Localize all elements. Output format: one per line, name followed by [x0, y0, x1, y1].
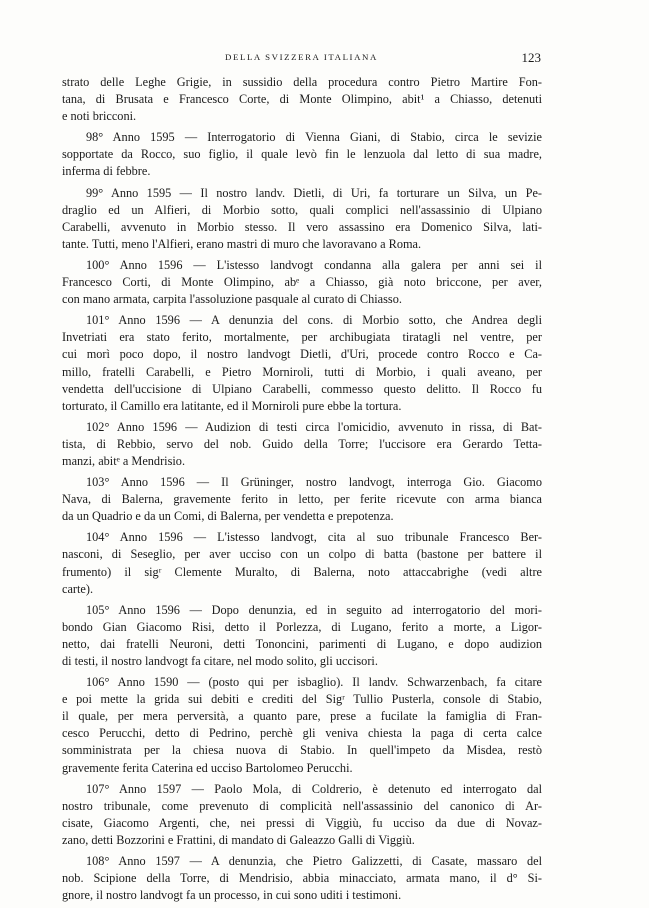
text-line: tana, di Brusata e Francesco Corte, di Monte Olimpino, abit¹ a Chiasso, detenuti: [62, 92, 542, 107]
text-line: 102° Anno 1596 — Audizion di testi circa l'omicidio, avvenuto in rissa, di Bat-: [86, 419, 542, 434]
text-line: Nava, di Balerna, gravemente ferito in letto, per ferite ricevute con arma bianca: [62, 492, 542, 507]
text-line: Carabelli, avvenuto in Morbio stesso. Il vero assassino era Domenico Silva, lati-: [62, 219, 542, 234]
page-number: 123: [521, 50, 541, 65]
text-line: tante. Tutti, meno l'Alfieri, erano mastri di muro che lavoravano a Roma.: [62, 236, 422, 251]
text-line: bondo Gian Giacomo Risi, detto il Porlezza, di Lugano, ferito a morte, a Ligor-: [62, 619, 542, 634]
text-line: 107° Anno 1597 — Paolo Mola, di Coldrerio, è detenuto ed interrogato dal: [86, 781, 542, 796]
text-line: Francesco Corti, di Monte Olimpino, abᵉ a Chiasso, già noto briccone, per aver,: [62, 275, 542, 290]
entry-paragraph: [62, 602, 542, 670]
text-line: il quale, per mera perversità, a quanto pare, prese a fucilate la famiglia di Fran-: [62, 709, 542, 724]
text-line: 98° Anno 1595 — Interrogatorio di Vienna Giani, di Stabio, circa le sevizie: [86, 130, 542, 145]
text-line: carte).: [62, 581, 94, 596]
entry-paragraph: [62, 257, 542, 308]
text-line: e poi mette la grida sui debiti e crediti del Sigʳ Tullio Pusterla, console di Stabio,: [62, 692, 542, 707]
text-line: torturato, il Camillo era latitante, ed il Morniroli pure ebbe la tortura.: [62, 398, 402, 413]
text-line: e noti bricconi.: [62, 109, 137, 124]
running-header: [62, 50, 541, 68]
text-line: 106° Anno 1590 — (posto qui per isbaglio). Il landv. Schwarzenbach, fa citare: [86, 675, 542, 690]
entry-paragraph: [62, 674, 542, 777]
entry-paragraph: [62, 781, 542, 849]
text-line: cui morì poco dopo, il nostro landvogt Dietli, d'Uri, procede contro Rocco e Ca-: [62, 347, 542, 362]
text-line: con mano armata, carpita l'assoluzione pasquale al curato di Chiasso.: [62, 292, 402, 307]
text-line: 100° Anno 1596 — L'istesso landvogt condanna alla galera per anni sei il: [86, 257, 542, 272]
entry-paragraph: [62, 74, 542, 125]
text-line: 105° Anno 1596 — Dopo denunzia, ed in seguito ad interrogatorio del mori-: [86, 602, 542, 617]
text-line: tista, di Rebbio, servo del nob. Guido della Torre; l'uccisore era Gerardo Tetta-: [62, 436, 542, 451]
text-line: Invetriati era stato ferito, mortalmente, per archibugiata tiratagli nel ventre, per: [62, 330, 542, 345]
text-line: somministrata per la chiesa nuova di Stabio. In quell'impeto da Misdea, restò: [62, 743, 542, 758]
text-line: 101° Anno 1596 — A denunzia del cons. di Morbio sotto, che Andrea degli: [86, 313, 542, 328]
text-line: 103° Anno 1596 — Il Grüninger, nostro landvogt, interroga Gio. Giacomo: [86, 475, 542, 490]
text-line: gnore, il nostro landvogt fa un processo, in cui sono uditi i testimoni.: [62, 888, 402, 903]
text-line: sopportate da Rocco, suo figlio, il quale levò fin le lenzuola dal letto di sua madre,: [62, 147, 542, 162]
entry-paragraph: [62, 474, 542, 525]
text-line: inferma di febbre.: [62, 164, 151, 179]
text-line: netto, dai fratelli Neuroni, detti Tononcini, parimenti di Lugano, e dopo audizion: [62, 636, 542, 651]
text-line: draglio ed un Alfieri, di Morbio sotto, quali complici nell'assassinio di Ulpiano: [62, 202, 542, 217]
text-line: nostro tribunale, come prevenuto di complicità nell'assassinio del canonico di Ar-: [62, 798, 542, 813]
text-line: cesco Perucchi, detto di Pedrino, perchè gli veniva chiesta la paga di certa calce: [62, 726, 542, 741]
running-title: DELLA SVIZZERA ITALIANA: [225, 52, 378, 62]
entry-paragraph: [62, 185, 542, 253]
text-line: 104° Anno 1596 — L'istesso landvogt, cita al suo tribunale Francesco Ber-: [86, 530, 542, 545]
entry-paragraph: [62, 419, 542, 470]
entry-paragraph: [62, 312, 542, 415]
text-line: vendetta dell'uccisione di Ulpiano Carabelli, commesso questo delitto. Il Rocco fu: [62, 381, 542, 396]
text-line: gravemente ferita Caterina ed ucciso Bartolomeo Perucchi.: [62, 760, 353, 775]
body-text: [62, 74, 542, 908]
text-line: manzi, abitᵉ a Mendrisio.: [62, 453, 186, 468]
text-line: cisate, Giacomo Argenti, che, nei pressi di Viggiù, fu ucciso da due di Novaz-: [62, 815, 542, 830]
text-line: frumento) il sigʳ Clemente Muralto, di Balerna, noto attaccabrighe (vedi altre: [62, 564, 542, 579]
text-line: strato delle Leghe Grigie, in sussidio della procedura contro Pietro Martire Fon-: [62, 75, 542, 89]
text-line: zano, detti Bozzorini e Frattini, di mandato di Galeazzo Galli di Viggiù.: [62, 832, 415, 847]
text-line: da un Quadrio e da un Comi, di Balerna, per vendetta e prepotenza.: [62, 509, 394, 524]
text-line: nasconi, di Seseglio, per aver ucciso con un colpo di batta (bastone per battere il: [62, 547, 542, 562]
entry-paragraph: [62, 853, 542, 904]
text-line: millo, fratelli Carabelli, e Pietro Morniroli, tutti di Morbio, i quali aveano, per: [62, 364, 542, 379]
entry-paragraph: [62, 529, 542, 597]
text-line: di testi, il nostro landvogt fa citare, nel modo solito, gli uccisori.: [62, 654, 378, 668]
text-line: 108° Anno 1597 — A denunzia, che Pietro Galizzetti, di Casate, massaro del: [86, 854, 542, 869]
text-line: nob. Scipione della Torre, di Mendrisio, abbia minacciato, armata mano, il d° Si-: [62, 871, 542, 886]
entry-paragraph: [62, 129, 542, 180]
text-line: 99° Anno 1595 — Il nostro landv. Dietli, di Uri, fa torturare un Silva, un Pe-: [86, 185, 542, 200]
